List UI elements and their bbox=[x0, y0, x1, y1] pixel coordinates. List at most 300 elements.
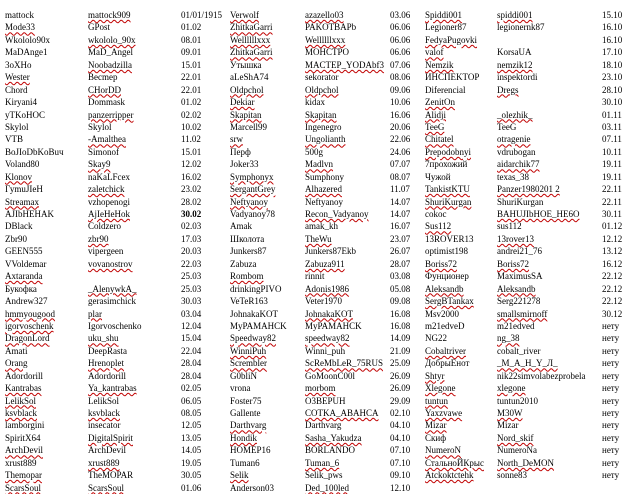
date-cell: нету bbox=[602, 470, 620, 481]
date-cell: 23.07 bbox=[390, 233, 411, 244]
date-cell: 02.05 bbox=[181, 383, 202, 394]
nickname-cell: MyPAMAHCK bbox=[230, 320, 287, 331]
account-cell: Neftyanoy bbox=[305, 196, 343, 207]
table-row bbox=[425, 432, 635, 444]
nickname-cell: AJIbHEHAK bbox=[5, 209, 54, 219]
date-cell: 28.02 bbox=[181, 196, 202, 207]
nickname-cell: Symphonyx bbox=[230, 171, 274, 182]
date-cell: 30.10 bbox=[602, 97, 623, 108]
table-row bbox=[425, 308, 635, 320]
date-cell: 16.06 bbox=[390, 109, 411, 120]
date-cell: 16.12 bbox=[602, 258, 623, 269]
account-cell: BORLANDO bbox=[305, 445, 356, 456]
nickname-cell: ДобрыЕнот bbox=[425, 358, 470, 369]
nickname-cell: Hondik bbox=[230, 432, 257, 443]
account-cell: KorsaUA bbox=[497, 47, 532, 58]
table-row bbox=[5, 345, 215, 357]
table-row bbox=[230, 245, 425, 257]
account-cell: ScarsSoul bbox=[88, 482, 124, 493]
date-cell: 09.01 bbox=[181, 47, 202, 58]
account-cell: COTKA_ABAHCA bbox=[305, 408, 379, 418]
account-cell: Recon_Vadyanoy bbox=[305, 209, 369, 219]
table-row bbox=[5, 295, 215, 307]
nickname-cell: Streamax bbox=[5, 196, 39, 207]
table-row bbox=[230, 21, 425, 33]
table-row bbox=[425, 171, 635, 183]
nickname-cell: Chitatel bbox=[425, 134, 454, 145]
nickname-cell: Kantrabas bbox=[5, 383, 42, 394]
nickname-cell: Andrew327 bbox=[5, 296, 48, 307]
account-cell: MaD_Angel bbox=[88, 47, 133, 58]
account-cell: MyPAMAHCK bbox=[305, 320, 362, 331]
date-cell: нету bbox=[602, 345, 620, 356]
account-cell: TeeG bbox=[497, 121, 517, 132]
table-row bbox=[5, 245, 215, 257]
date-cell: нету bbox=[602, 370, 620, 381]
date-cell: 08.06 bbox=[390, 72, 411, 83]
account-cell: Wellllllxxx bbox=[305, 34, 346, 45]
table-row bbox=[230, 457, 425, 469]
nickname-cell: ИHCПEKTOP bbox=[425, 72, 480, 83]
table-row bbox=[230, 9, 425, 21]
account-cell: Skay9 bbox=[88, 159, 111, 170]
nickname-cell: VVoldemar bbox=[5, 258, 47, 269]
nickname-cell: Nemzik bbox=[425, 59, 454, 70]
nickname-cell: SergBTankax bbox=[425, 296, 474, 307]
date-cell: 11.07 bbox=[390, 184, 410, 195]
date-cell: 12.12 bbox=[602, 233, 623, 244]
account-cell: ScReMbLeR_75RUS bbox=[305, 358, 384, 369]
nickname-cell: drinkingPIVO bbox=[230, 283, 282, 294]
account-cell: LelikSol bbox=[88, 395, 119, 406]
nickname-cell: lamborgini bbox=[5, 420, 45, 431]
nickname-cell: Mizar bbox=[425, 420, 447, 431]
account-cell: Becmep bbox=[88, 72, 118, 83]
table-row bbox=[425, 146, 635, 158]
table-row bbox=[425, 395, 635, 407]
table-row bbox=[425, 370, 635, 382]
table-row bbox=[230, 59, 425, 71]
date-cell: нету bbox=[602, 333, 620, 344]
nickname-cell: tuntun bbox=[425, 395, 449, 406]
nickname-cell: Legioner87 bbox=[425, 22, 467, 33]
date-cell: 22.01 bbox=[181, 84, 202, 95]
account-cell: Aleksandb bbox=[497, 283, 536, 294]
table-row bbox=[230, 270, 425, 282]
date-cell: 30.12 bbox=[602, 308, 623, 319]
account-cell: azazello03 bbox=[305, 10, 344, 20]
nickname-cell: Букофка bbox=[5, 283, 37, 294]
table-row bbox=[230, 133, 425, 145]
date-cell: 06.06 bbox=[390, 34, 411, 45]
account-cell: ShuriKurgan bbox=[497, 196, 544, 207]
nickname-cell: Darthvarg bbox=[230, 420, 267, 431]
table-row bbox=[5, 308, 215, 320]
table-row bbox=[230, 432, 425, 444]
account-cell: Darthvarg bbox=[305, 420, 342, 431]
table-row bbox=[5, 208, 215, 220]
nickname-cell: Klonov bbox=[5, 171, 32, 182]
nickname-cell: G0bliN bbox=[230, 370, 257, 381]
nickname-cell: Zabuza bbox=[230, 258, 257, 269]
nickname-cell: Vadyanoy78 bbox=[230, 209, 275, 219]
date-cell: нету bbox=[602, 420, 620, 431]
account-cell: vzhopenogi bbox=[88, 196, 130, 207]
account-cell: 13rover13 bbox=[497, 233, 534, 244]
nickname-cell: mattock bbox=[5, 10, 34, 20]
nickname-cell: Tuman6 bbox=[230, 457, 260, 468]
table-row bbox=[425, 419, 635, 431]
table-row bbox=[425, 121, 635, 133]
date-cell: 10.02 bbox=[181, 121, 202, 132]
nickname-cell: m21edveD bbox=[425, 320, 465, 331]
account-cell: Madlvn bbox=[305, 159, 333, 170]
table-row bbox=[230, 382, 425, 394]
account-cell: rinnit bbox=[305, 271, 325, 282]
nickname-cell: NumeroN bbox=[425, 445, 461, 456]
table-row bbox=[230, 34, 425, 46]
date-cell: 28.04 bbox=[181, 358, 202, 369]
table-row bbox=[425, 196, 635, 208]
account-cell: inspektordi bbox=[497, 72, 538, 83]
nickname-cell: HOMEP16 bbox=[230, 445, 271, 456]
nickname-cell: optimist198 bbox=[425, 246, 469, 257]
account-cell: texas_38 bbox=[497, 171, 529, 182]
date-cell: 30.03 bbox=[181, 296, 202, 307]
table-row bbox=[5, 96, 215, 108]
table-row bbox=[425, 21, 635, 33]
table-row bbox=[230, 171, 425, 183]
account-cell: TheWu bbox=[305, 233, 332, 244]
table-row bbox=[425, 270, 635, 282]
date-cell: 03.11 bbox=[602, 121, 622, 132]
table-row bbox=[230, 220, 425, 232]
nickname-cell: Утышка bbox=[230, 59, 262, 70]
account-cell: DigitalSpirit bbox=[88, 432, 133, 443]
account-cell: Zabuza911 bbox=[305, 258, 345, 269]
date-cell: 08.01 bbox=[181, 34, 202, 45]
account-cell: spiddi001 bbox=[497, 10, 533, 20]
table-row bbox=[5, 158, 215, 170]
date-cell: 26.09 bbox=[390, 383, 411, 394]
date-cell: 02.02 bbox=[181, 109, 202, 120]
date-cell: 07.10 bbox=[390, 445, 411, 456]
account-cell: Igorvoschenko bbox=[88, 320, 142, 331]
nickname-cell: Oldpchol bbox=[230, 84, 264, 95]
date-cell: 19.11 bbox=[602, 159, 622, 170]
table-row bbox=[230, 258, 425, 270]
account-cell: mattock909 bbox=[88, 10, 131, 20]
nickname-cell: Diferencial bbox=[425, 84, 466, 95]
table-row bbox=[425, 84, 635, 96]
nickname-cell: yTKoHOC bbox=[5, 109, 45, 120]
account-cell: naKaLFcex bbox=[88, 171, 130, 182]
table-row bbox=[230, 345, 425, 357]
nickname-cell: WinniPuh bbox=[230, 345, 267, 356]
date-cell: 25.03 bbox=[181, 271, 202, 282]
date-cell: 30.02 bbox=[181, 209, 202, 219]
account-cell: Ded_100led bbox=[305, 482, 349, 493]
date-cell: 07.10 bbox=[390, 457, 411, 468]
account-cell: JohnakaKOT bbox=[305, 308, 353, 319]
account-cell: Sumphony bbox=[305, 171, 345, 182]
table-row bbox=[425, 345, 635, 357]
nickname-cell: Voland80 bbox=[5, 159, 40, 170]
table-row bbox=[5, 46, 215, 58]
table-block-3 bbox=[425, 9, 635, 482]
date-cell: 04.10 bbox=[390, 420, 411, 431]
table-row bbox=[230, 295, 425, 307]
table-row bbox=[5, 183, 215, 195]
account-cell: _M_A_H_Y_Л_ bbox=[497, 358, 558, 369]
table-row bbox=[425, 295, 635, 307]
account-cell: kidax bbox=[305, 97, 325, 108]
date-cell: 09.10 bbox=[390, 470, 411, 481]
date-cell: 10.11 bbox=[602, 146, 622, 157]
nickname-cell: Yaxzvawe bbox=[425, 408, 463, 418]
table-row bbox=[230, 46, 425, 58]
nickname-cell: Anderson03 bbox=[230, 482, 274, 493]
nickname-cell: SpiritX64 bbox=[5, 432, 41, 443]
date-cell: 10.06 bbox=[390, 97, 411, 108]
date-cell: 22.03 bbox=[181, 258, 202, 269]
table-row bbox=[425, 208, 635, 220]
table-row bbox=[5, 270, 215, 282]
nickname-cell: Чужой bbox=[425, 171, 451, 182]
date-cell: 16.08 bbox=[390, 308, 411, 319]
date-cell: 22.11 bbox=[602, 196, 622, 207]
date-cell: 23.10 bbox=[602, 72, 623, 83]
nickname-cell: Dekiar bbox=[230, 97, 255, 108]
nickname-cell: igorvoschenk bbox=[5, 320, 54, 331]
table-row bbox=[5, 59, 215, 71]
table-row bbox=[5, 146, 215, 158]
date-cell: 06.06 bbox=[390, 22, 411, 33]
account-cell: 500g bbox=[305, 146, 323, 157]
account-cell: Skylol bbox=[88, 121, 112, 132]
nickname-cell: Kiryani4 bbox=[5, 97, 37, 108]
account-cell: GoMoonC00l bbox=[305, 370, 356, 381]
table-row bbox=[5, 283, 215, 295]
date-cell: 09.08 bbox=[390, 296, 411, 307]
account-cell: Serg221278 bbox=[497, 296, 541, 307]
table-row bbox=[230, 370, 425, 382]
table-row bbox=[425, 71, 635, 83]
nickname-cell: ShuriKurgan bbox=[425, 196, 472, 207]
table-row bbox=[230, 121, 425, 133]
date-cell: 01.12 bbox=[602, 221, 623, 232]
date-cell: 22.12 bbox=[602, 271, 623, 282]
table-row bbox=[5, 407, 215, 419]
date-cell: 30.11 bbox=[602, 209, 622, 219]
date-cell: 11.02 bbox=[181, 134, 201, 145]
nickname-cell: Selik bbox=[230, 470, 249, 481]
table-row bbox=[5, 196, 215, 208]
date-cell: 01.02 bbox=[181, 97, 202, 108]
account-cell: Dregs bbox=[497, 84, 519, 95]
nickname-cell: Amati bbox=[5, 345, 28, 356]
date-cell: 28.04 bbox=[181, 370, 202, 381]
table-row bbox=[5, 444, 215, 456]
date-cell: 01.11 bbox=[602, 109, 622, 120]
date-cell: 24.06 bbox=[390, 146, 411, 157]
nickname-cell: hmmyougood bbox=[5, 308, 56, 319]
nickname-cell: Скиф bbox=[425, 432, 447, 443]
table-row bbox=[5, 121, 215, 133]
date-cell: 16.07 bbox=[390, 221, 411, 232]
account-cell: zaletchick bbox=[88, 184, 125, 195]
nickname-cell: ГуmuJIeH bbox=[5, 184, 43, 195]
table-row bbox=[230, 71, 425, 83]
table-block-1 bbox=[5, 9, 223, 494]
table-row bbox=[230, 96, 425, 108]
account-cell: MaximusSA bbox=[497, 271, 543, 282]
nickname-cell: Prepodobnyi bbox=[425, 146, 471, 157]
table-row bbox=[425, 233, 635, 245]
account-cell: insecator bbox=[88, 420, 121, 431]
account-cell: Boriss72 bbox=[497, 258, 530, 269]
table-block-2 bbox=[230, 9, 425, 494]
nickname-cell: Фунционер bbox=[425, 271, 469, 282]
date-cell: 22.04 bbox=[181, 345, 202, 356]
table-row bbox=[5, 320, 215, 332]
nickname-cell: Speedway82 bbox=[230, 333, 276, 344]
table-row bbox=[425, 96, 635, 108]
account-cell: sus112 bbox=[497, 221, 522, 232]
nickname-cell: Adordorill bbox=[5, 370, 43, 381]
table-row bbox=[5, 233, 215, 245]
account-cell: CHorDD bbox=[88, 84, 121, 95]
date-cell: 03.06 bbox=[390, 10, 411, 20]
nickname-cell: СтальноЙКрыс bbox=[425, 457, 484, 468]
nickname-cell: Themopar bbox=[5, 470, 42, 481]
date-cell: 17.03 bbox=[181, 233, 202, 244]
table-row bbox=[425, 220, 635, 232]
nickname-cell: JohnakaKOT bbox=[230, 308, 278, 319]
account-cell: Winni_puh bbox=[305, 345, 346, 356]
nickname-cell: BoJIoDbKoBuч bbox=[5, 146, 64, 157]
nickname-cell: cokoc bbox=[425, 209, 447, 219]
account-cell: Veter1970 bbox=[305, 296, 342, 307]
table-row bbox=[5, 220, 215, 232]
account-cell: xlegone bbox=[497, 383, 526, 394]
nickname-cell: Xlegone bbox=[425, 383, 456, 394]
nickname-cell: TankistKTU bbox=[425, 184, 470, 195]
date-cell: 14.07 bbox=[390, 196, 411, 207]
table-row bbox=[230, 407, 425, 419]
nickname-cell: Rombom bbox=[230, 271, 264, 282]
account-cell: gerasimchick bbox=[88, 296, 136, 307]
account-cell: sekorator bbox=[305, 72, 339, 83]
nickname-cell: Gallente bbox=[230, 408, 261, 418]
table-row bbox=[425, 332, 635, 344]
account-cell: MOHCTPO bbox=[305, 47, 350, 58]
nickname-cell: ZenitOn bbox=[425, 97, 455, 108]
table-row bbox=[230, 208, 425, 220]
date-cell: нету bbox=[602, 457, 620, 468]
table-row bbox=[5, 9, 223, 21]
table-row bbox=[425, 245, 635, 257]
nickname-cell: Spiddi001 bbox=[425, 10, 463, 20]
account-cell: sonne83 bbox=[497, 470, 527, 481]
account-cell: Ungolianth bbox=[305, 134, 346, 145]
table-row bbox=[5, 482, 215, 494]
nickname-cell: Wester bbox=[5, 72, 30, 83]
date-cell: 22.06 bbox=[390, 134, 411, 145]
date-cell: 04.10 bbox=[390, 432, 411, 443]
nickname-cell: Marcell99 bbox=[230, 121, 267, 132]
table-row bbox=[425, 258, 635, 270]
date-cell: 07.11 bbox=[602, 134, 622, 145]
date-cell: 29.09 bbox=[390, 395, 411, 406]
account-cell: Hrenoplet bbox=[88, 358, 124, 369]
nickname-cell: Wellllllxxx bbox=[230, 34, 271, 45]
nickname-cell: ZhitkaGarri bbox=[230, 22, 273, 33]
date-cell: 16.02 bbox=[181, 171, 202, 182]
table-row bbox=[425, 158, 635, 170]
date-cell: 28.10 bbox=[602, 84, 623, 95]
table-row bbox=[425, 382, 635, 394]
date-cell: 08.07 bbox=[390, 171, 411, 182]
date-cell: 18.10 bbox=[602, 59, 623, 70]
nickname-cell: Joker33 bbox=[230, 159, 259, 170]
table-row bbox=[230, 109, 425, 121]
account-cell: Coldzero bbox=[88, 221, 121, 232]
account-cell: Simonof bbox=[88, 146, 120, 157]
date-cell: 12.02 bbox=[181, 159, 202, 170]
table-row bbox=[230, 158, 425, 170]
date-cell: 16.10 bbox=[602, 34, 623, 45]
date-cell: нету bbox=[602, 383, 620, 394]
account-cell: NumeroNa bbox=[497, 445, 537, 456]
nickname-cell: Foster75 bbox=[230, 395, 262, 406]
nickname-cell: Zbr90 bbox=[5, 233, 27, 244]
nickname-cell: DragonLord bbox=[5, 333, 50, 344]
table-row bbox=[230, 320, 425, 332]
date-cell: 02.10 bbox=[390, 408, 411, 418]
table-row bbox=[5, 419, 215, 431]
table-row bbox=[5, 357, 215, 369]
table-row bbox=[425, 9, 635, 21]
account-cell: Dommask bbox=[88, 97, 125, 108]
account-cell: panzerripper bbox=[88, 109, 134, 120]
account-cell: zbr90 bbox=[88, 233, 109, 244]
account-cell: morbom bbox=[305, 383, 336, 394]
account-cell: m21edved bbox=[497, 320, 535, 331]
date-cell: 19.11 bbox=[602, 171, 622, 182]
table-row bbox=[425, 457, 635, 469]
table-row bbox=[5, 109, 215, 121]
account-cell: M30W bbox=[497, 408, 523, 418]
account-cell: Nord_skif bbox=[497, 432, 534, 443]
date-cell: 22.11 bbox=[602, 184, 622, 195]
date-cell: 03.08 bbox=[390, 271, 411, 282]
account-cell: -Amalthea bbox=[88, 134, 126, 145]
date-cell: нету bbox=[602, 408, 620, 418]
date-cell: 08.05 bbox=[181, 408, 202, 418]
account-cell: Ingenegro bbox=[305, 121, 342, 132]
date-cell: 20.06 bbox=[390, 121, 411, 132]
date-cell: 14.05 bbox=[181, 445, 202, 456]
table-row bbox=[425, 469, 635, 481]
date-cell: 25.09 bbox=[390, 358, 411, 369]
nickname-cell: Chord bbox=[5, 84, 28, 95]
nickname-cell: DBlack bbox=[5, 221, 33, 232]
nickname-cell: Перф bbox=[230, 146, 251, 157]
table-row bbox=[230, 196, 425, 208]
date-cell: 13.05 bbox=[181, 432, 202, 443]
account-cell: ArchDevil bbox=[88, 445, 126, 456]
